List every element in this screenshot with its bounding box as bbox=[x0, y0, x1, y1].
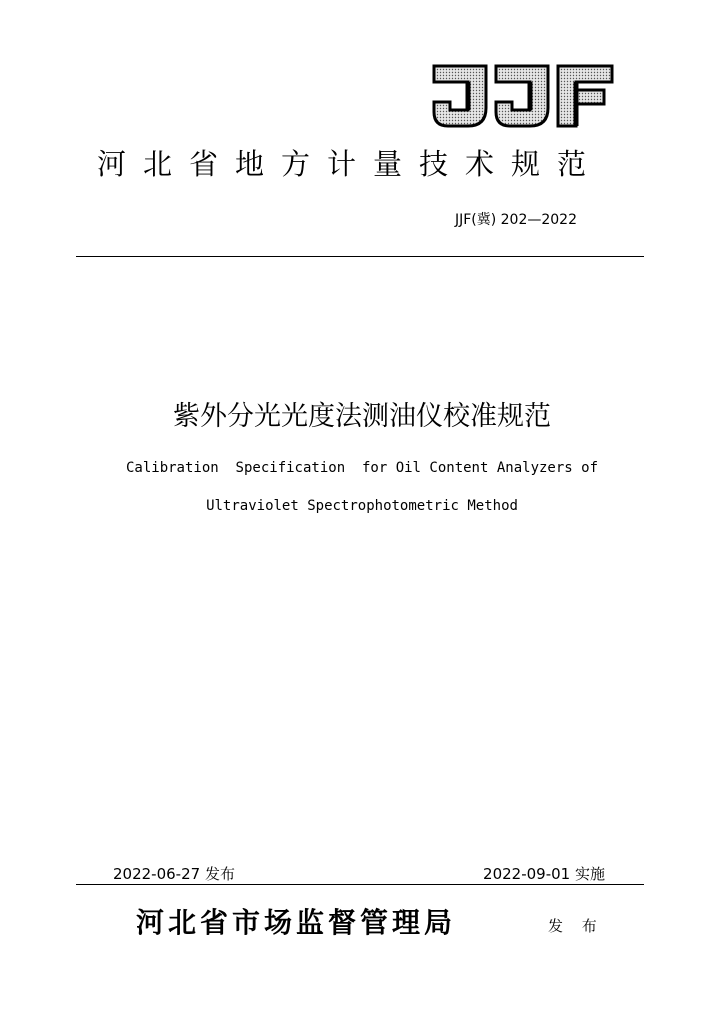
publish-label: 发 布 bbox=[548, 917, 604, 935]
publisher: 河北省市场监督管理局 bbox=[136, 906, 457, 939]
top-divider bbox=[76, 256, 644, 257]
specification-code: JJF(冀) 202—2022 bbox=[454, 212, 577, 228]
jjf-logo bbox=[430, 62, 616, 130]
title-chinese: 紫外分光光度法测油仪校准规范 bbox=[173, 401, 551, 432]
title-english-line1: Calibration Specification for Oil Content Analyzers of bbox=[125, 460, 598, 476]
logo-letter-j1 bbox=[434, 66, 486, 126]
logo-letter-j2 bbox=[496, 66, 548, 126]
issue-date: 2022-06-27 发布 bbox=[113, 865, 235, 883]
issuer-title: 河北省地方计量技术规范 bbox=[96, 147, 603, 181]
bottom-divider bbox=[76, 884, 644, 885]
title-english-line2: Ultraviolet Spectrophotometric Method bbox=[206, 498, 518, 514]
logo-letter-f bbox=[558, 66, 612, 126]
implementation-date: 2022-09-01 实施 bbox=[483, 865, 605, 883]
